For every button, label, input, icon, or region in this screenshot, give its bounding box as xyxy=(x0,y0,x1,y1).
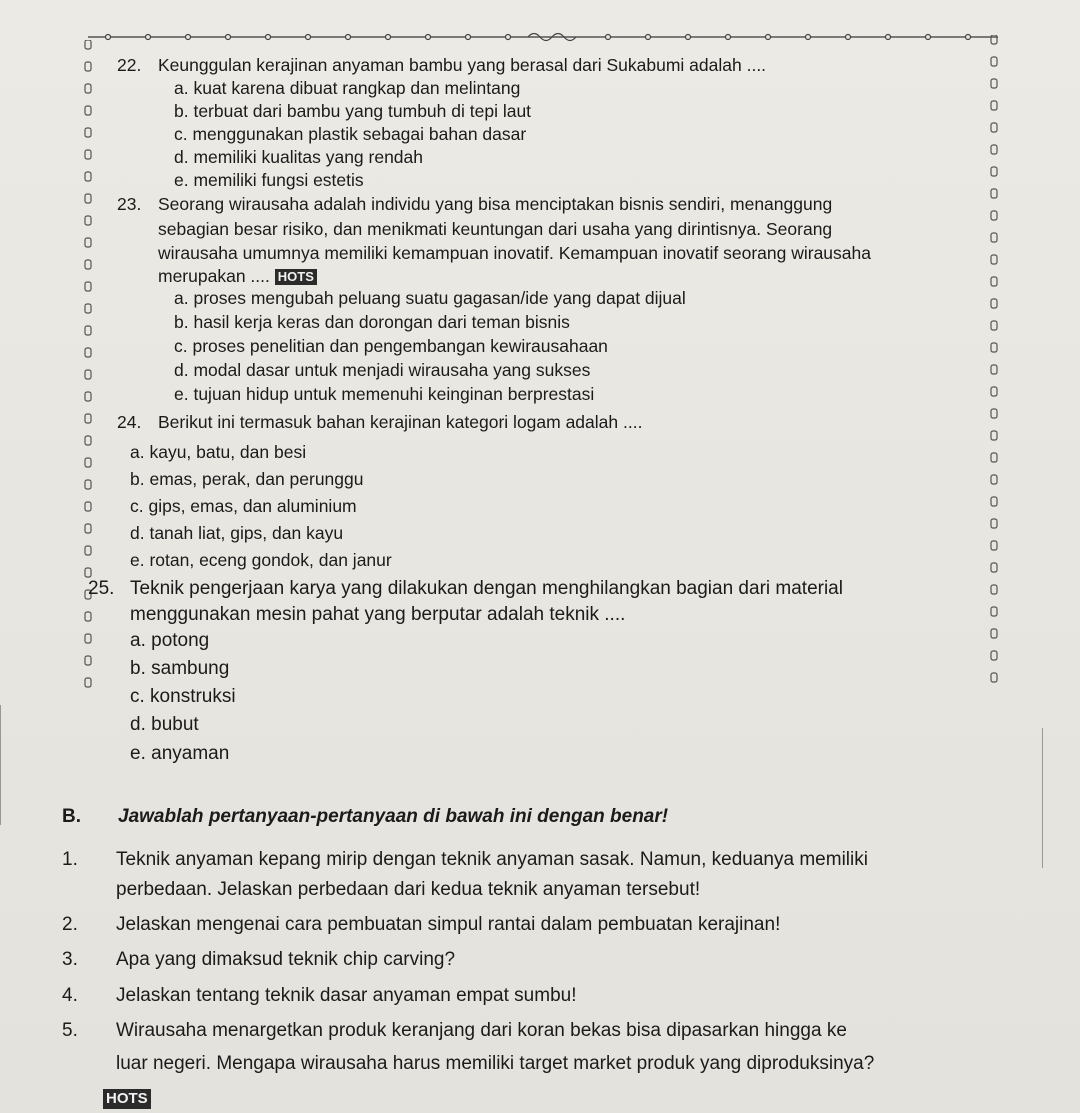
option-c: c. gips, emas, dan aluminium xyxy=(130,496,357,516)
question-text: Berikut ini termasuk bahan kerajinan kategori logam adalah .... xyxy=(158,412,643,432)
question-text-line-2: sebagian besar risiko, dan menikmati keuntungan dari usaha yang dirintisnya. Seorang xyxy=(158,219,833,239)
option-b: b. terbuat dari bambu yang tumbuh di tepi laut xyxy=(174,101,532,121)
essay-text: Jelaskan tentang teknik dasar anyaman empat sumbu! xyxy=(116,985,577,1006)
section-title: Jawablah pertanyaan-pertanyaan di bawah ini dengan benar! xyxy=(118,806,669,827)
essay-number: 5. xyxy=(62,1020,78,1041)
option-c: c. menggunakan plastik sebagai bahan dasar xyxy=(174,124,527,144)
essay-number: 4. xyxy=(62,985,78,1006)
decorative-right-chain xyxy=(988,35,1000,705)
question-number: 23. xyxy=(117,194,142,214)
option-e: e. rotan, eceng gondok, dan janur xyxy=(130,550,392,570)
hots-badge: HOTS xyxy=(103,1089,151,1109)
essay-number: 1. xyxy=(62,849,78,870)
essay-text-line-1: Teknik anyaman kepang mirip dengan teknik anyaman sasak. Namun, keduanya memiliki xyxy=(116,849,868,870)
option-d: d. modal dasar untuk menjadi wirausaha yang sukses xyxy=(174,360,591,380)
section-b-hots xyxy=(103,1089,151,1109)
option-d: d. bubut xyxy=(130,714,199,735)
question-text-line-1: Teknik pengerjaan karya yang dilakukan dengan menghilangkan bagian dari material xyxy=(130,578,843,599)
question-text-line-2: menggunakan mesin pahat yang berputar adalah teknik .... xyxy=(130,604,626,625)
option-a: a. kuat karena dibuat rangkap dan melintang xyxy=(174,78,521,98)
decorative-left-chain xyxy=(82,40,94,710)
section-letter: B. xyxy=(62,806,81,827)
option-a: a. potong xyxy=(130,630,210,651)
option-e: e. memiliki fungsi estetis xyxy=(174,170,364,190)
bleed-through-frame-right xyxy=(1040,728,1043,868)
essay-text-line-2: perbedaan. Jelaskan perbedaan dari kedua teknik anyaman tersebut! xyxy=(116,879,701,900)
option-c: c. konstruksi xyxy=(130,686,236,707)
decorative-top-border xyxy=(88,30,998,44)
option-e: e. tujuan hidup untuk memenuhi keinginan berprestasi xyxy=(174,384,595,404)
option-c: c. proses penelitian dan pengembangan kewirausahaan xyxy=(174,336,608,356)
option-a: a. proses mengubah peluang suatu gagasan/ide yang dapat dijual xyxy=(174,288,686,308)
option-e: e. anyaman xyxy=(130,743,230,764)
question-number: 25. xyxy=(88,578,115,599)
hots-badge: HOTS xyxy=(275,269,317,285)
question-text-line-4 xyxy=(158,265,317,287)
essay-text: Apa yang dimaksud teknik chip carving? xyxy=(116,949,456,970)
option-d: d. tanah liat, gips, dan kayu xyxy=(130,523,344,543)
essay-text-line-1: Wirausaha menargetkan produk keranjang dari koran bekas bisa dipasarkan hingga ke xyxy=(116,1020,847,1041)
option-b: b. emas, perak, dan perunggu xyxy=(130,469,364,489)
bleed-through-frame-left xyxy=(0,705,7,825)
essay-text: Jelaskan mengenai cara pembuatan simpul rantai dalam pembuatan kerajinan! xyxy=(116,914,781,935)
question-text: Keunggulan kerajinan anyaman bambu yang berasal dari Sukabumi adalah .... xyxy=(158,55,767,75)
essay-number: 3. xyxy=(62,949,78,970)
option-b: b. hasil kerja keras dan dorongan dari teman bisnis xyxy=(174,312,570,332)
question-text-line-1: Seorang wirausaha adalah individu yang bisa menciptakan bisnis sendiri, menanggung xyxy=(158,194,833,214)
question-text-tail: merupakan .... xyxy=(158,266,270,286)
option-a: a. kayu, batu, dan besi xyxy=(130,442,307,462)
question-number: 24. xyxy=(117,412,142,432)
option-d: d. memiliki kualitas yang rendah xyxy=(174,147,424,167)
essay-text-line-2: luar negeri. Mengapa wirausaha harus memiliki target market produk yang diproduksinya? xyxy=(116,1053,875,1074)
question-text-line-3: wirausaha umumnya memiliki kemampuan inovatif. Kemampuan inovatif seorang wirausaha xyxy=(158,243,871,263)
essay-number: 2. xyxy=(62,914,78,935)
option-b: b. sambung xyxy=(130,658,230,679)
question-number: 22. xyxy=(117,55,142,75)
